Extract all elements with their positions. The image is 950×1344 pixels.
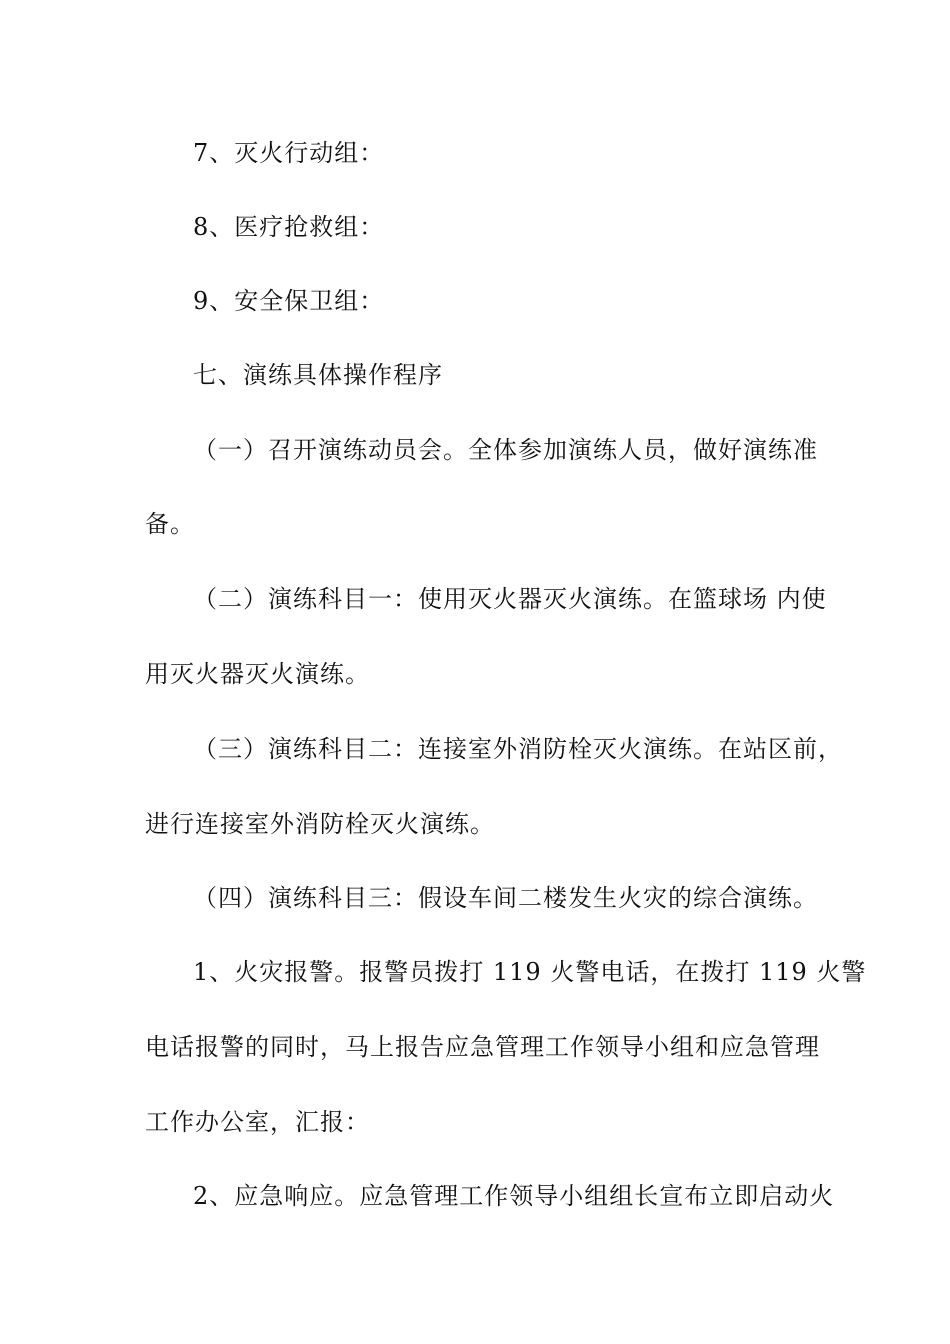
section-heading-drill-procedure: 七、演练具体操作程序 [193,361,443,389]
list-item-medical-rescue-group: 8、医疗抢救组： [193,213,385,241]
paragraph-line: 2、应急响应。应急管理工作领导小组组长宣布立即启动火 [193,1182,835,1210]
paragraph-line: 进行连接室外消防栓灭火演练。 [145,810,495,838]
paragraph-line: 电话报警的同时，马上报告应急管理工作领导小组和应急管理 [145,1033,820,1061]
list-item-security-group: 9、安全保卫组： [193,287,385,315]
paragraph-line: 1、火灾报警。报警员拨打 119 火警电话，在拨打 119 火警 [193,958,867,986]
paragraph-line: 工作办公室，汇报： [145,1108,370,1136]
paragraph-line: （一）召开演练动员会。全体参加演练人员，做好演练准 [193,436,818,464]
list-item-fire-action-group: 7、灭火行动组： [193,139,385,167]
paragraph-line: （四）演练科目三：假设车间二楼发生火灾的综合演练。 [193,884,818,912]
paragraph-line: （三）演练科目二：连接室外消防栓灭火演练。在站区前， [193,735,843,763]
paragraph-line: （二）演练科目一：使用灭火器灭火演练。在篮球场 内使 [193,585,827,613]
paragraph-line: 用灭火器灭火演练。 [145,660,370,688]
paragraph-line: 备。 [145,510,195,538]
